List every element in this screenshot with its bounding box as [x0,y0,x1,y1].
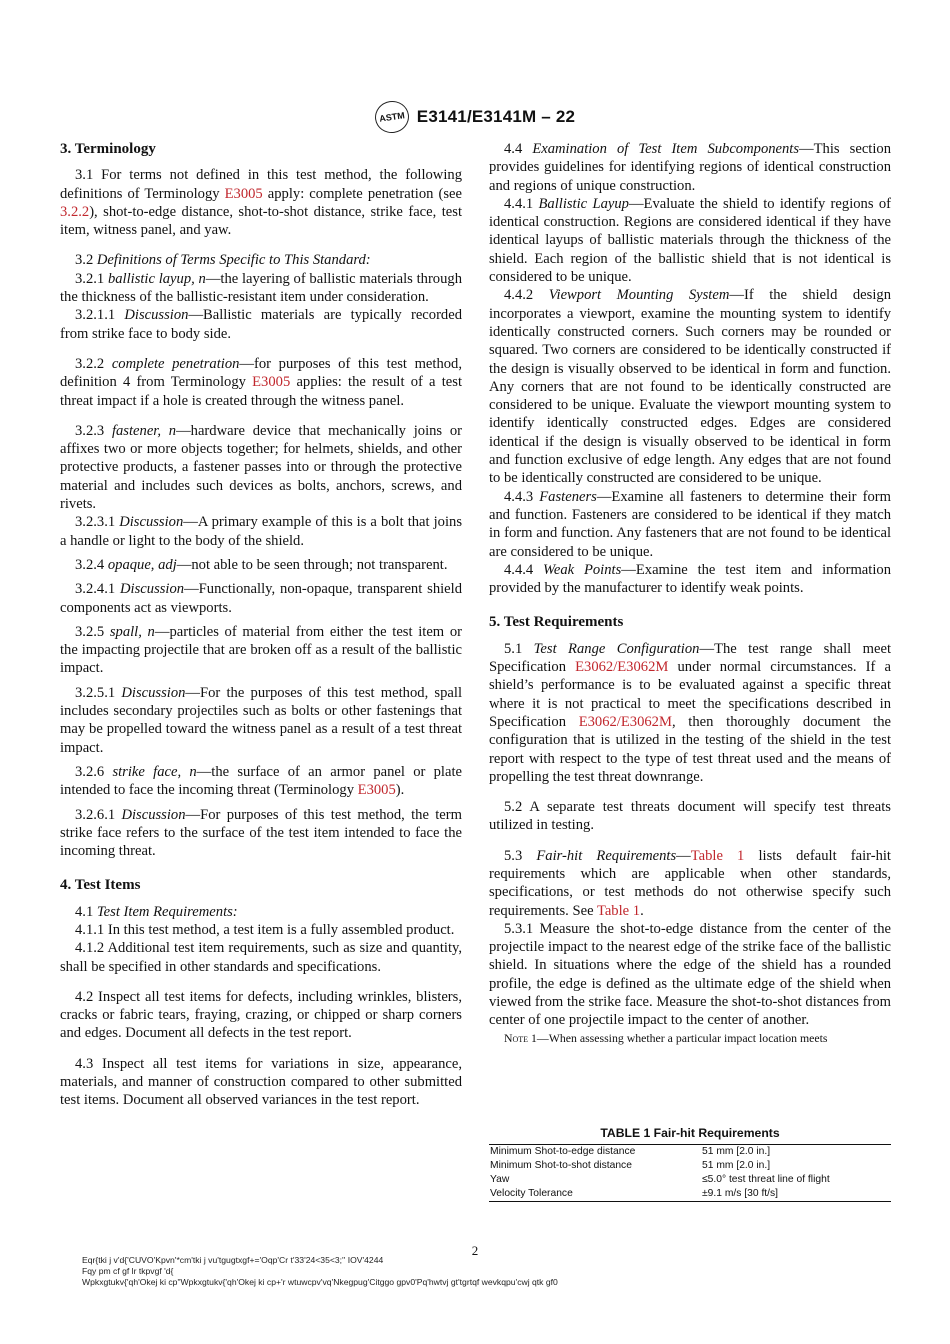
table-row [489,1187,891,1202]
table-1-title: TABLE 1 Fair-hit Requirements [600,1126,780,1140]
ref-e3062[interactable]: E3062/E3062M [575,659,669,676]
section-3-heading: 3. Terminology [60,141,156,157]
ref-e3062[interactable]: E3062/E3062M [578,713,672,730]
table-row [489,1145,891,1160]
table-cell-label: Minimum Shot-to-edge distance [490,1146,636,1157]
footer-line: Wpkxgtukv{'qh'Okej ki cp"Wpkxgtukv{'qh'Okej ki cp+'r wtuwcpv'vq'Nkegpug'Citggo gpv0'Pq'hwtvj gt'tgrtqf wevkqpu'cwj qtk gf0 [82,1277,558,1287]
left-column [60,140,462,1110]
para-3-2-1-1: 3.2.1.1 Discussion—Ballistic materials are typically recorded from strike face to body side. [60,307,462,342]
para-3-2-1: 3.2.1 ballistic layup, n—the layering of ballistic materials through the thickness of the ballistic-resistant item under consideration. [60,270,462,306]
para-3-2-3: 3.2.3 fastener, n—hardware device that mechanically joins or affixes two or more objects together; for helmets, shields, and other protective products, a fastener passes into or through the protective material and includes such devices as bolts, anchors, screws, and rivets. [60,422,463,513]
table-cell-label: Minimum Shot-to-shot distance [490,1160,632,1171]
para-4-4-3: 4.4.3 Fasteners—Examine all fasteners to determine their form and function. Fasteners are considered to be identical if they match in form and function. Any fasteners that are not found to be identical are considered to be unique. [489,488,891,560]
ref-e3005[interactable]: E3005 [357,782,396,799]
table-cell-label: Velocity Tolerance [490,1188,573,1199]
para-3-2-5-1: 3.2.5.1 Discussion—For the purposes of this test method, spall includes secondary projectiles such as bolts or other fastenings that may be propelled toward the witness panel as a result of a test threat impact. [60,684,462,756]
para-3-2-5: 3.2.5 spall, n—particles of material from either the test item or the impacting projectile that are broken off as a result of the ballistic impact. [60,623,462,677]
page-header [0,100,950,134]
para-3-2-6: 3.2.6 strike face, n—the surface of an armor panel or plate intended to face the incoming threat (Terminology E3005). [60,763,462,799]
table-cell-value: ±9.1 m/s [30 ft/s] [702,1188,779,1199]
license-footer [82,1255,782,1288]
para-4-1: 4.1 Test Item Requirements: [75,903,238,920]
footer-line: Fqy pm cf gf lr tkpvgf 'd{ [82,1266,174,1276]
section-5-heading: 5. Test Requirements [489,614,624,631]
para-3-2-3-1: 3.2.3.1 Discussion—A primary example of this is a bolt that joins a handle or light to the body of the shield. [60,514,463,549]
para-3-2-4-1: 3.2.4.1 Discussion—Functionally, non-opaque, transparent shield components act as viewports. [60,581,463,616]
para-4-4: 4.4 Examination of Test Item Subcomponents—This section provides guidelines for identifying regions of identical construction and regions of unique construction. [489,141,891,194]
para-4-4-4: 4.4.4 Weak Points—Examine the test item and information provided by the manufacturer to identify weak points. [489,561,891,597]
right-column [489,140,891,1046]
table-row [489,1159,891,1173]
para-3-2: 3.2 Definitions of Terms Specific to This Standard: [75,252,371,269]
para-3-2-6-1: 3.2.6.1 Discussion—For purposes of this test method, the term strike face refers to the surface of the test item intended to face the incoming threat. [60,806,462,860]
para-4-4-2: 4.4.2 Viewport Mounting System—If the shield design incorporates a viewport, examine the mounting system to identify identically constructed corners. Such corners may be rounded or squared. Two corners are considered to be identically constructed if the design is visually observed to be identical in form and function. Any corners that are not found to be identically constructed are considered to be unique. Evaluate the viewport mounting system to identify identically constructed edges. Edges are considered identical if the design is visually observed to be identical in form and function exclusive of edge length. Any edges that are not found to be identically constructed are considered to be unique. [489,287,891,487]
fair-hit-table [489,1144,891,1202]
table-row [489,1173,891,1187]
para-3-2-2: 3.2.2 complete penetration—for purposes of this test method, definition 4 from Terminology E3005 applies: the result of a test threat impact if a hole is created through the witness panel. [60,355,463,409]
para-4-2: 4.2 Inspect all test items for defects, including wrinkles, blisters, cracks or fabric tears, fraying, crazing, or chipped or sharp corners and edges. Document all defects in the test report. [60,988,462,1042]
astm-logo: ASTM [373,99,411,135]
page-number: 2 [471,1243,479,1258]
para-4-1-2: 4.1.2 Additional test item requirements, such as size and quantity, shall be specified in other standards and specifications. [60,940,462,975]
para-5-3-1: 5.3.1 Measure the shot-to-edge distance from the center of the projectile impact to the nearest edge of the strike face of the ballistic shield. In situations where the edge of the shield has a rounded profile, the edge is defined as the ultimate edge of the shield when viewed from the strike face. Measure the shot-to-shot distances from center of one projectile impact to the center of another. [489,920,891,1029]
table-cell-value: 51 mm [2.0 in.] [702,1160,771,1171]
para-4-3: 4.3 Inspect all test items for variations in size, appearance, materials, and manner of construction compared to other submitted test items. Document all observed variances in the test report. [60,1055,462,1109]
ref-table-1[interactable]: Table 1 [690,847,745,864]
para-5-1: 5.1 Test Range Configuration—The test range shall meet Specification E3062/E3062M under normal circumstances. If a shield’s performance is to be evaluated against a specific threat where it is not practical to meet the specifications described in Specification E3062/E3062M, then thoroughly document the configuration that is utilized in the testing of the shield in the test report with respect to the type of test threat used and the means of propelling the test threat downrange. [489,640,891,785]
ref-e3005[interactable]: E3005 [224,185,263,202]
ref-3-2-2[interactable]: 3.2.2 [60,203,90,220]
para-5-2: 5.2 A separate test threats document will specify test threats utilized in testing. [489,799,891,834]
para-3-2-4: 3.2.4 opaque, adj—not able to be seen through; not transparent. [75,556,448,573]
footer-line: Eqr{tki j v'd{'CUVO'Kpvn'*cm'tki j vu'tgugtxgf+='Oqp'Cr t'33'24<35<3;'' IOV'4244 [82,1255,384,1265]
table-cell-value: 51 mm [2.0 in.] [702,1146,771,1157]
para-3-1: 3.1 For terms not defined in this test method, the following definitions of Terminology E3005 apply: complete penetration (see 3.2.2), shot-to-edge distance, shot-to-shot distance, strike face, test item, witness panel, and yaw. [60,167,462,239]
table-1 [489,1126,891,1202]
section-4-heading: 4. Test Items [60,877,141,894]
table-cell-label: Yaw [490,1174,510,1185]
ref-table-1[interactable]: Table 1 [596,902,641,919]
note-1: Note 1—When assessing whether a particular impact location meets [504,1030,828,1045]
para-4-1-1: 4.1.1 In this test method, a test item is a fully assembled product. [75,921,455,938]
table-cell-value: ≤5.0° test threat line of flight [702,1174,830,1185]
ref-e3005[interactable]: E3005 [252,374,291,391]
para-4-4-1: 4.4.1 Ballistic Layup—Evaluate the shield to identify regions of identical construction. Regions are considered identical if they have identical layups of ballistic materials through the thickness of the shield. Each region of the ballistic shield that is not identical is considered to be unique. [489,195,891,286]
para-5-3: 5.3 Fair-hit Requirements—Table 1 lists default fair-hit requirements which are applicable when other standards, specifications, or test methods do not otherwise specify such requirements. See Table 1. [489,847,891,919]
standard-designation: E3141/E3141M – 22 [416,107,576,126]
